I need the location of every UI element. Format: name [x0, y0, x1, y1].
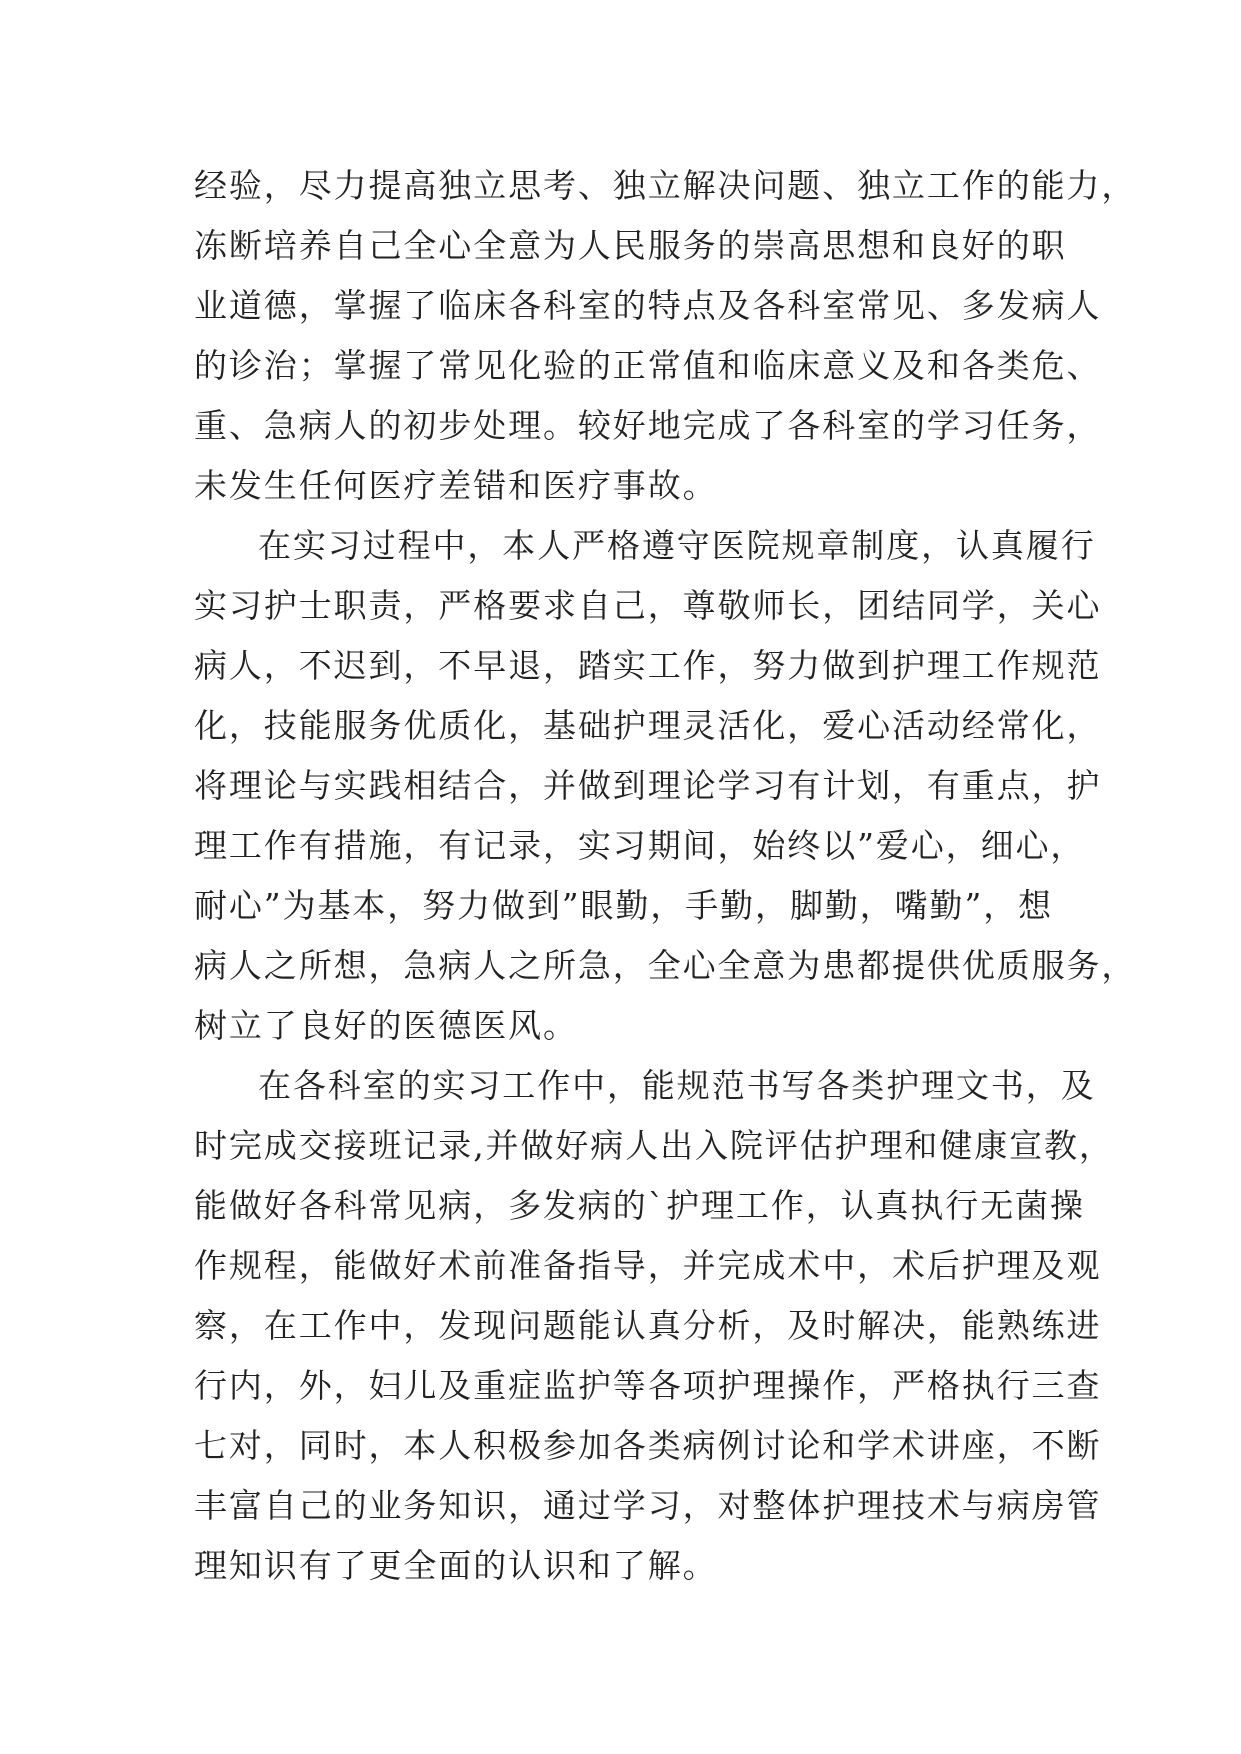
paragraph-1-line-2: 冻断培养自己全心全意为人民服务的崇高思想和良好的职 — [194, 226, 1067, 265]
paragraph-2-line-8: 病人之所想，急病人之所急，全心全意为患都提供优质服务， — [194, 946, 1137, 985]
paragraph-1-line-3: 业道德，掌握了临床各科室的特点及各科室常见、多发病人 — [194, 286, 1102, 325]
paragraph-3-line-4: 作规程，能做好术前准备指导，并完成术中，术后护理及观 — [194, 1246, 1102, 1285]
paragraph-2-line-6: 理工作有措施，有记录，实习期间，始终以”爱心，细心， — [194, 826, 1086, 865]
paragraph-2-line-5: 将理论与实践相结合，并做到理论学习有计划，有重点，护 — [194, 766, 1102, 805]
paragraph-3-line-1: 在各科室的实习工作中，能规范书写各类护理文书，及 — [258, 1066, 1096, 1105]
paragraph-1-line-6: 未发生任何医疗差错和医疗事故。 — [194, 466, 718, 505]
paragraph-3-line-2: 时完成交接班记录,并做好病人出入院评估护理和健康宣教， — [194, 1126, 1114, 1165]
paragraph-3-line-7: 七对，同时，本人积极参加各类病例讨论和学术讲座，不断 — [194, 1426, 1102, 1465]
paragraph-3-line-5: 察，在工作中，发现问题能认真分析，及时解决，能熟练进 — [194, 1306, 1102, 1345]
paragraph-2-line-7: 耐心”为基本，努力做到”眼勤，手勤，脚勤，嘴勤”，想 — [194, 886, 1054, 925]
paragraph-1-line-1: 经验，尽力提高独立思考、独立解决问题、独立工作的能力， — [194, 166, 1137, 205]
paragraph-3-line-3: 能做好各科常见病，多发病的`护理工作，认真执行无菌操 — [194, 1186, 1085, 1225]
paragraph-2-line-2: 实习护士职责，严格要求自己，尊敬师长，团结同学，关心 — [194, 586, 1102, 625]
paragraph-2-line-9: 树立了良好的医德医风。 — [194, 1006, 578, 1045]
paragraph-2-line-3: 病人，不迟到，不早退，踏实工作，努力做到护理工作规范 — [194, 646, 1102, 685]
paragraph-3-line-8: 丰富自己的业务知识，通过学习，对整体护理技术与病房管 — [194, 1486, 1102, 1525]
paragraph-3-line-6: 行内，外，妇儿及重症监护等各项护理操作，严格执行三查 — [194, 1366, 1102, 1405]
paragraph-2-line-1: 在实习过程中，本人严格遵守医院规章制度，认真履行 — [258, 526, 1096, 565]
paragraph-1-line-4: 的诊治；掌握了常见化验的正常值和临床意义及和各类危、 — [194, 346, 1102, 385]
document-body — [194, 156, 1137, 1596]
paragraph-1-line-5: 重、急病人的初步处理。较好地完成了各科室的学习任务， — [194, 406, 1102, 445]
paragraph-3-line-9: 理知识有了更全面的认识和了解。 — [194, 1546, 718, 1585]
paragraph-2-line-4: 化，技能服务优质化，基础护理灵活化，爱心活动经常化， — [194, 706, 1102, 745]
